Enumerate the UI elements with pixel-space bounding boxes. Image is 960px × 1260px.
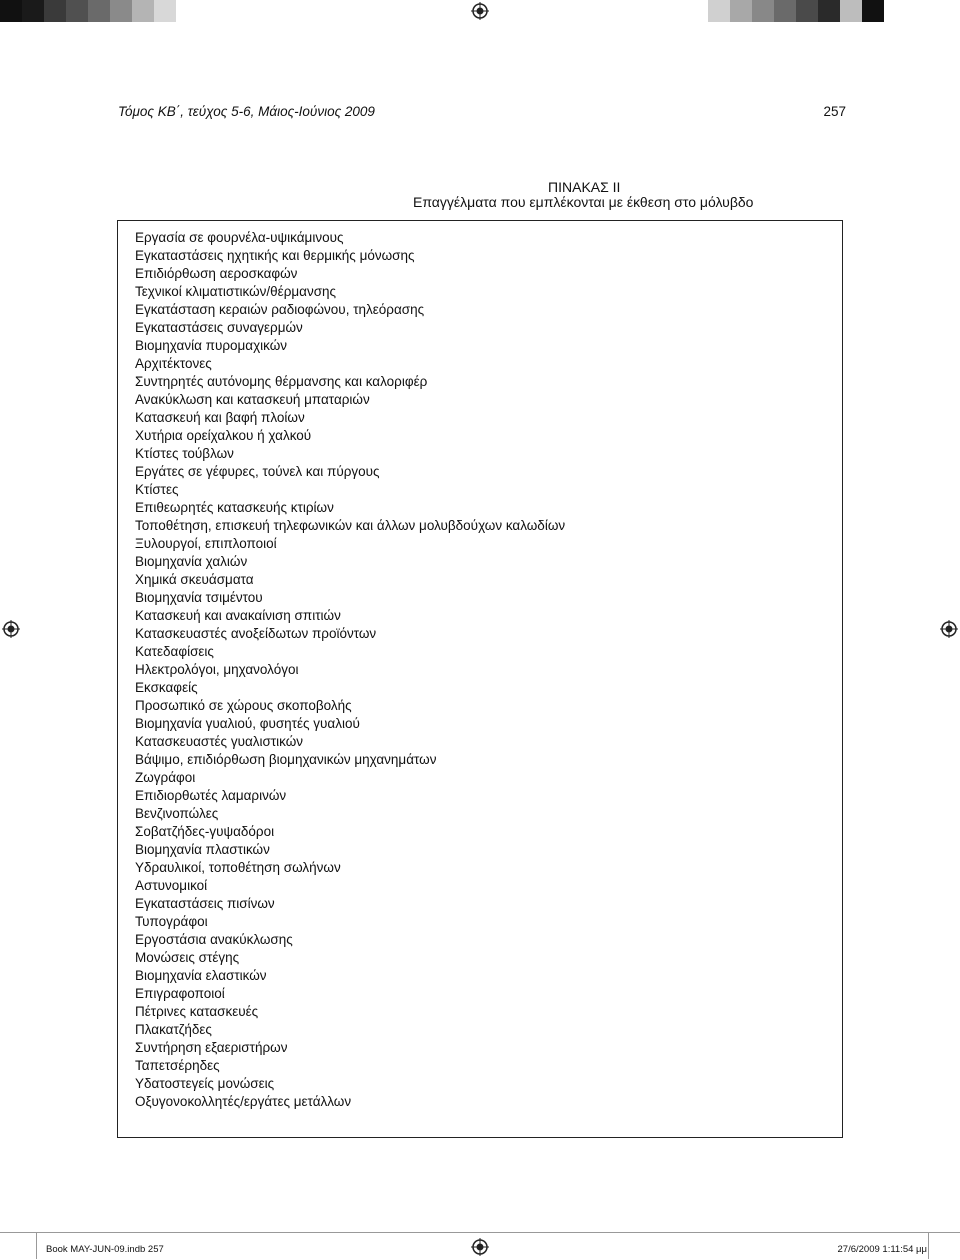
table-row: Συντήρηση εξαεριστήρων xyxy=(135,1040,288,1055)
color-swatch xyxy=(796,0,818,22)
journal-issue: Τόμος ΚΒ΄, τεύχος 5-6, Μάιος-Ιούνιος 2009 xyxy=(118,104,375,119)
table-row: Υδραυλικοί, τοποθέτηση σωλήνων xyxy=(135,860,341,875)
table-row: Χυτήρια ορείχαλκου ή χαλκού xyxy=(135,428,312,443)
table-row: Βιομηχανία πυρομαχικών xyxy=(135,338,288,353)
registration-mark-icon xyxy=(940,620,958,638)
table-row: Αρχιτέκτονες xyxy=(135,356,212,371)
color-swatch xyxy=(708,0,730,22)
table-row: Σοβατζήδες-γυψαδόροι xyxy=(135,824,275,839)
table-row: Πέτρινες κατασκευές xyxy=(135,1004,259,1019)
color-swatch xyxy=(840,0,862,22)
table-row: Επιδιορθωτές λαμαρινών xyxy=(135,788,287,803)
crop-mark xyxy=(928,1232,929,1259)
color-swatch xyxy=(686,0,708,22)
table-row: Κατασκευαστές ανοξείδωτων προϊόντων xyxy=(135,626,377,641)
table-row: Μονώσεις στέγης xyxy=(135,950,240,965)
color-swatch xyxy=(110,0,132,22)
running-head xyxy=(118,104,846,119)
table-row: Εργασία σε φουρνέλα-υψικάμινους xyxy=(135,230,344,245)
table-row: Βιομηχανία τσιμέντου xyxy=(135,590,263,605)
color-swatch xyxy=(730,0,752,22)
color-swatch xyxy=(132,0,154,22)
table-row: Εκσκαφείς xyxy=(135,680,198,695)
color-bar-right xyxy=(686,0,884,22)
table-row: Βάψιμο, επιδιόρθωση βιομηχανικών μηχανημάτων xyxy=(135,752,437,767)
file-slug: Book MAY-JUN-09.indb 257 xyxy=(46,1244,164,1255)
page-number: 257 xyxy=(823,104,846,119)
table-row: Οξυγονοκολλητές/εργάτες μετάλλων xyxy=(135,1094,352,1109)
table-row: Εργοστάσια ανακύκλωσης xyxy=(135,932,293,947)
occupations-list xyxy=(135,229,565,1111)
table-row: Συντηρητές αυτόνομης θέρμανσης και καλοριφέρ xyxy=(135,374,428,389)
table-row: Ταπετσέρηδες xyxy=(135,1058,220,1073)
table-row: Βιομηχανία γυαλιού, φυσητές γυαλιού xyxy=(135,716,360,731)
table-row: Χημικά σκευάσματα xyxy=(135,572,254,587)
color-swatch xyxy=(818,0,840,22)
color-swatch xyxy=(44,0,66,22)
color-swatch xyxy=(66,0,88,22)
table-row: Κτίστες xyxy=(135,482,179,497)
table-row: Κατεδαφίσεις xyxy=(135,644,214,659)
table-row: Εργάτες σε γέφυρες, τούνελ και πύργους xyxy=(135,464,380,479)
table-row: Εγκαταστάσεις συναγερμών xyxy=(135,320,303,335)
table-title: Επαγγέλματα που εμπλέκονται με έκθεση στο μόλυβδο xyxy=(413,194,754,210)
color-swatch xyxy=(154,0,176,22)
table-row: Τυπογράφοι xyxy=(135,914,208,929)
table-row: Κτίστες τούβλων xyxy=(135,446,234,461)
table-row: Τεχνικοί κλιματιστικών/θέρμανσης xyxy=(135,284,337,299)
table-row: Υδατοστεγείς μονώσεις xyxy=(135,1076,275,1091)
table-row: Επιθεωρητές κατασκευής κτιρίων xyxy=(135,500,334,515)
table-row: Εγκαταστάσεις ηχητικής και θερμικής μόνωσης xyxy=(135,248,415,263)
registration-mark-icon xyxy=(2,620,20,638)
color-swatch xyxy=(0,0,22,22)
crop-mark xyxy=(36,1232,37,1259)
table-row: Επιδιόρθωση αεροσκαφών xyxy=(135,266,298,281)
table-row: Επιγραφοποιοί xyxy=(135,986,225,1001)
color-swatch xyxy=(176,0,198,22)
table-row: Κατασκευαστές γυαλιστικών xyxy=(135,734,304,749)
color-swatch xyxy=(22,0,44,22)
table-row: Ηλεκτρολόγοι, μηχανολόγοι xyxy=(135,662,299,677)
table-row: Κατασκευή και βαφή πλοίων xyxy=(135,410,305,425)
registration-mark-icon xyxy=(471,2,489,20)
table-row: Προσωπικό σε χώρους σκοποβολής xyxy=(135,698,352,713)
table-row: Βιομηχανία χαλιών xyxy=(135,554,248,569)
color-swatch xyxy=(862,0,884,22)
table-row: Εγκαταστάσεις πισίνων xyxy=(135,896,275,911)
table-row: Κατασκευή και ανακαίνιση σπιτιών xyxy=(135,608,341,623)
color-swatch xyxy=(752,0,774,22)
table-row: Ανακύκλωση και κατασκευή μπαταριών xyxy=(135,392,370,407)
table-row: Βιομηχανία ελαστικών xyxy=(135,968,267,983)
print-footer xyxy=(0,1232,960,1260)
print-timestamp: 27/6/2009 1:11:54 μμ xyxy=(837,1244,927,1255)
color-bar-left xyxy=(0,0,198,22)
table-row: Βενζινοπώλες xyxy=(135,806,219,821)
table-label: ΠΙΝΑΚΑΣ ΙΙ xyxy=(548,179,621,195)
occupations-table xyxy=(117,220,843,1138)
table-row: Εγκατάσταση κεραιών ραδιοφώνου, τηλεόρασης xyxy=(135,302,425,317)
table-row: Ζωγράφοι xyxy=(135,770,196,785)
color-swatch xyxy=(774,0,796,22)
color-swatch xyxy=(88,0,110,22)
table-row: Αστυνομικοί xyxy=(135,878,208,893)
table-row: Ξυλουργοί, επιπλοποιοί xyxy=(135,536,277,551)
table-row: Βιομηχανία πλαστικών xyxy=(135,842,270,857)
table-row: Τοποθέτηση, επισκευή τηλεφωνικών και άλλων μολυβδούχων καλωδίων xyxy=(135,518,566,533)
table-row: Πλακατζήδες xyxy=(135,1022,212,1037)
